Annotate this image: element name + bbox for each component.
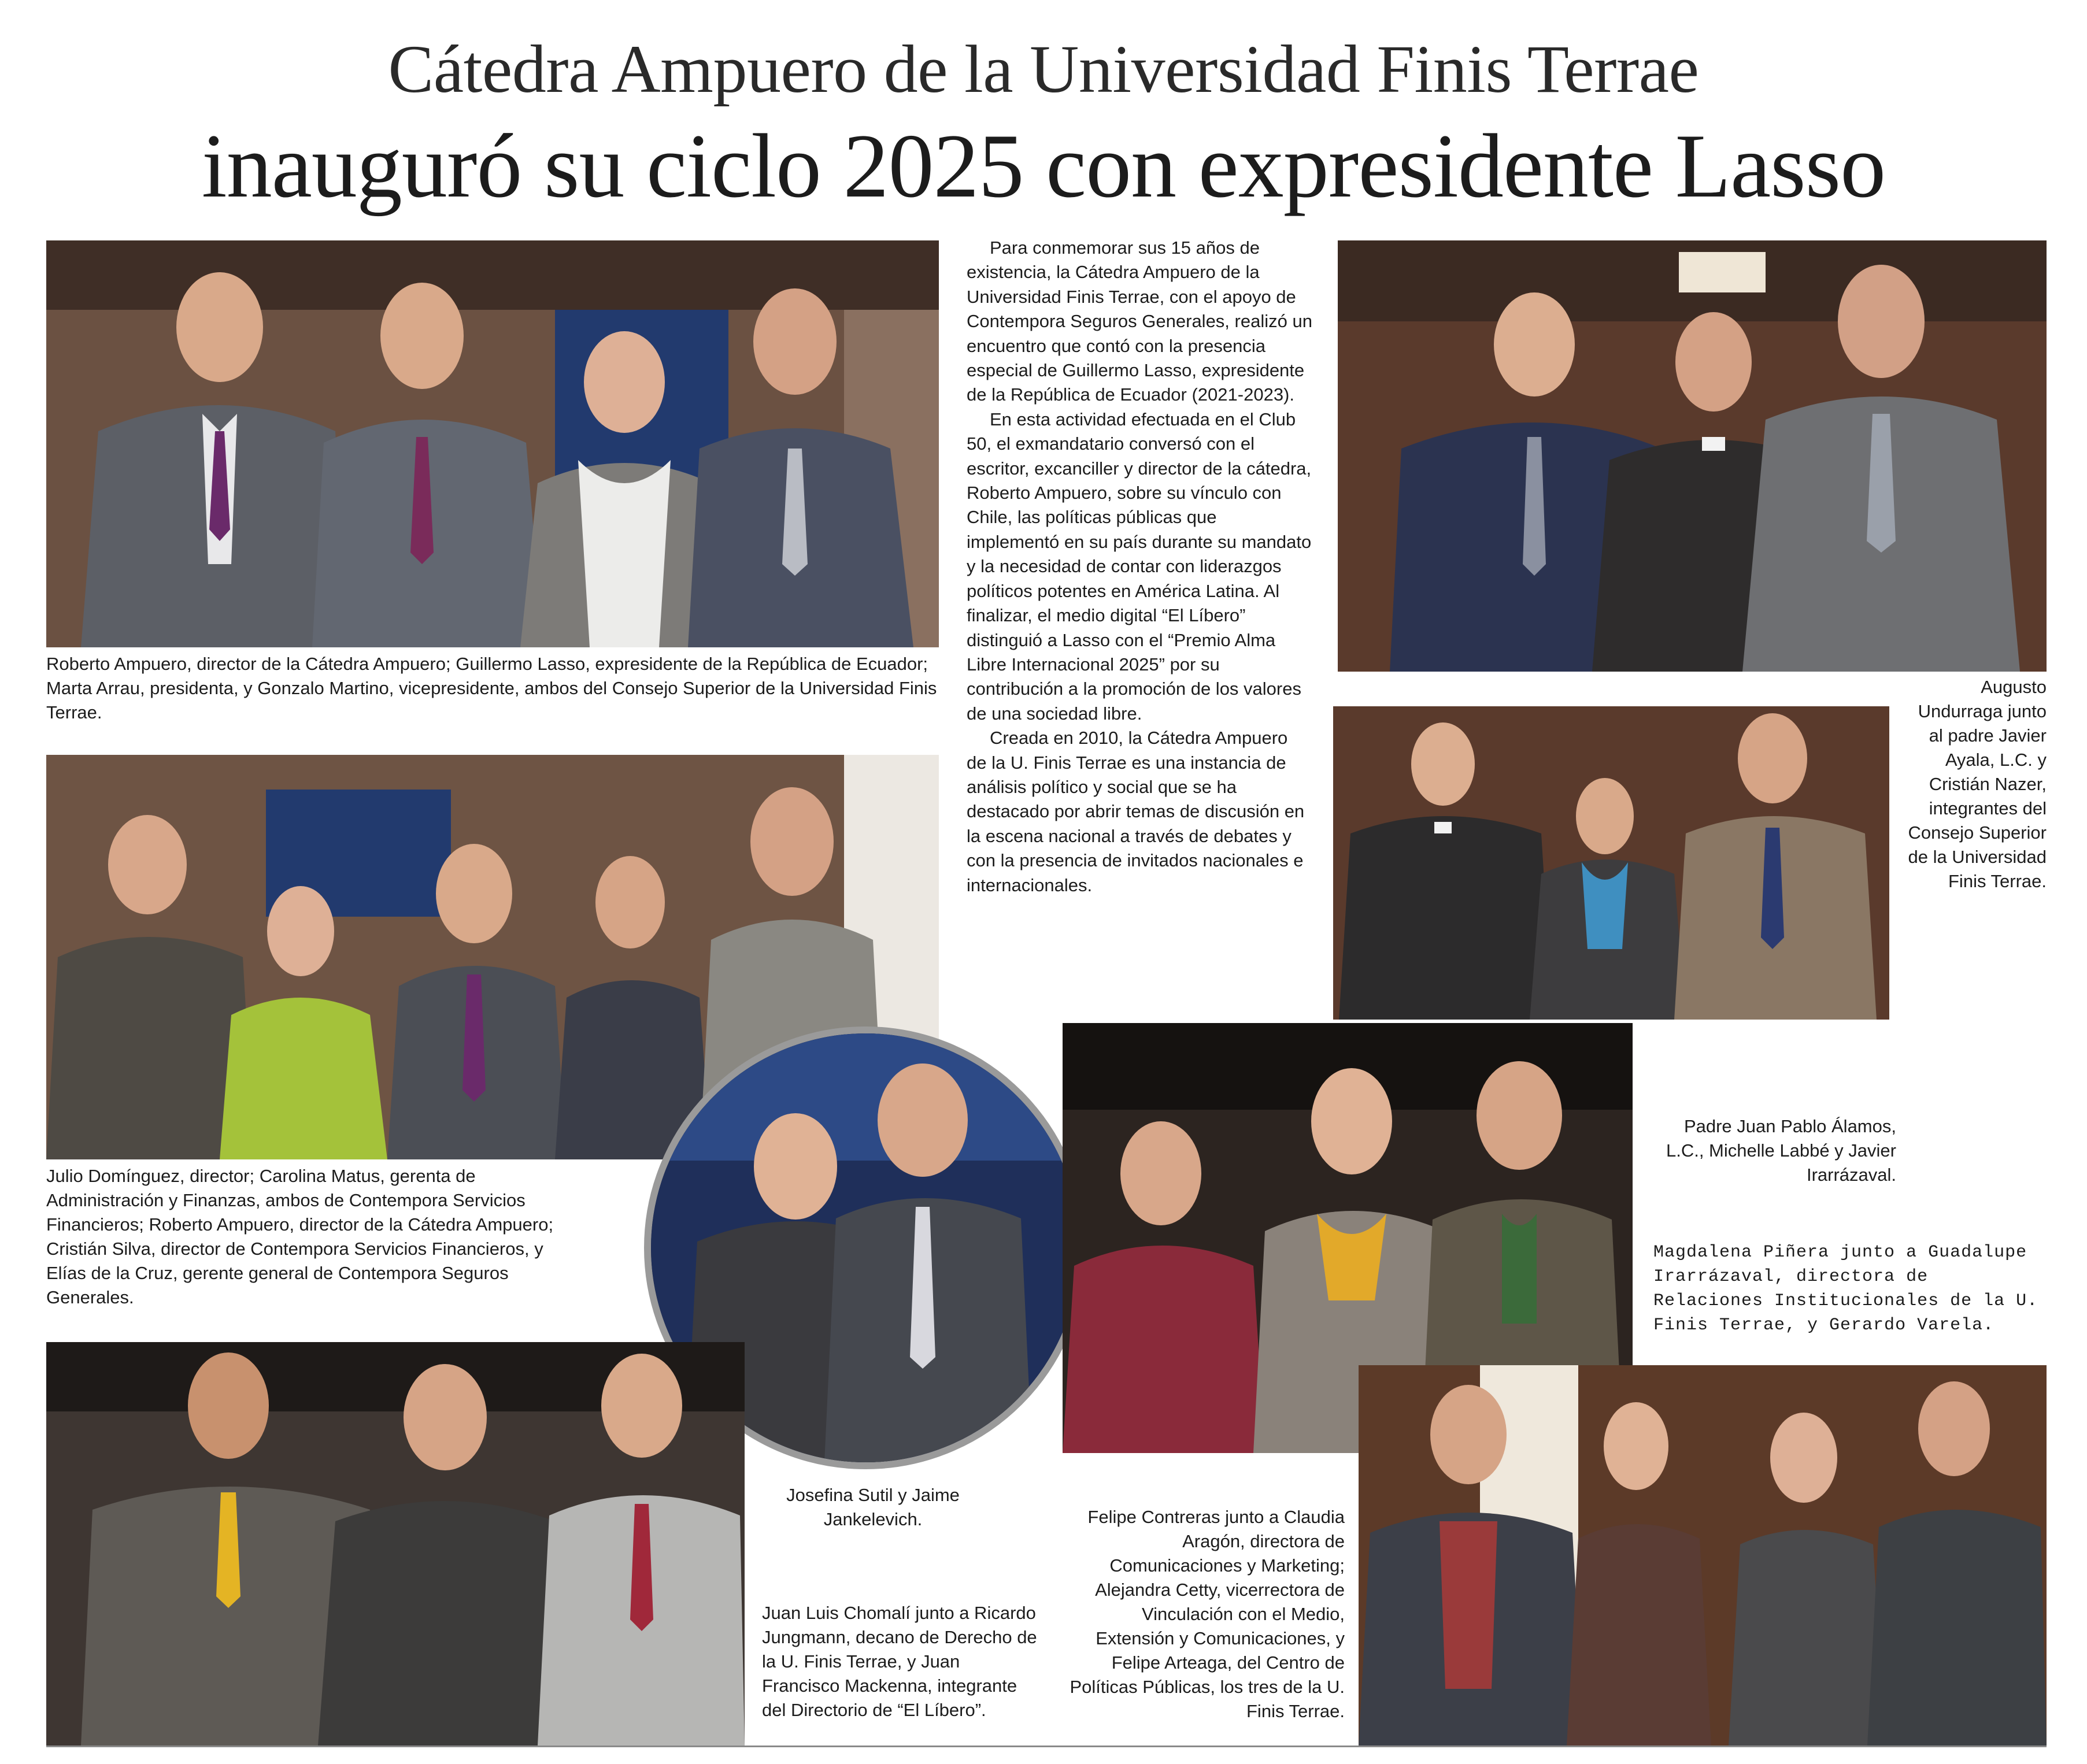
caption-photo-1: Roberto Ampuero, director de la Cátedra Ampuero; Guillermo Lasso, expresidente de la República de Ecuador; Marta Arrau, presidenta, y Gonzalo Martino, vicepresidente, ambos del Consejo Superior de la Universidad Finis Terrae. xyxy=(46,654,937,722)
photo-illustration xyxy=(1338,240,2047,672)
photo-contreras-aragon-cetty-arteaga xyxy=(1359,1365,2047,1746)
photo-illustration xyxy=(1359,1365,2047,1746)
photo-chomali-jungmann-mackenna xyxy=(46,1342,745,1746)
headline-line-2: inauguró su ciclo 2025 con expresidente Lasso xyxy=(201,116,1886,217)
photo-illustration xyxy=(46,1342,745,1746)
headline-line-1: Cátedra Ampuero de la Universidad Finis Terrae xyxy=(388,31,1699,107)
article-paragraph-2: En esta actividad efectuada en el Club 50, el exmandatario conversó con el escritor, excanciller y director de la cátedra, Roberto Ampuero, sobre su vínculo con Chile, las políticas públicas que implementó en su país durante su mandato y la necesidad de contar con liderazgos políticos potentes en América Latina. Al finalizar, el medio digital “El Líbero” distinguió a Lasso con el “Premio Alma Libre Internacional 2025” por su contribución a la promoción de los valores de una sociedad libre. xyxy=(967,409,1312,724)
caption-photo-3: Julio Domínguez, director; Carolina Matus, gerenta de Administración y Finanzas, ambos de Contempora Servicios Financieros; Roberto Ampuero, director de la Cátedra Ampuero; Cristián Silva, director de Contempora Servicios Financieros, y Elías de la Cruz, gerente general de Contempora Seguros Generales. xyxy=(46,1166,554,1307)
photo-illustration xyxy=(1333,706,1889,1020)
photo-ampuero-lasso-arrau-martino xyxy=(46,240,939,647)
photo-undurraga-ayala-nazer xyxy=(1338,240,2047,672)
photo-illustration xyxy=(46,240,939,647)
article-body xyxy=(967,236,1312,898)
photo-alamos-labbe-irarrazaval xyxy=(1333,706,1889,1020)
caption-photo-4: Padre Juan Pablo Álamos, L.C., Michelle Labbé y Javier Irarrázaval. xyxy=(1666,1116,1896,1185)
caption-photo-5: Magdalena Piñera junto a Guadalupe Irarrázaval, directora de Relaciones Institucionales de la U. Finis Terrae, y Gerardo Varela. xyxy=(1653,1243,2038,1335)
caption-photo-6: Juan Luis Chomalí junto a Ricardo Jungmann, decano de Derecho de la U. Finis Terrae, y Juan Francisco Mackenna, integrante del Directorio de “El Líbero”. xyxy=(762,1603,1037,1720)
caption-circle-photo: Josefina Sutil y Jaime Jankelevich. xyxy=(786,1485,960,1529)
bottom-divider xyxy=(46,1746,2047,1747)
caption-photo-2: Augusto Undurraga junto al padre Javier Ayala, L.C. y Cristián Nazer, integrantes del Consejo Superior de la Universidad Finis Terrae. xyxy=(1908,677,2047,891)
caption-photo-7: Felipe Contreras junto a Claudia Aragón, directora de Comunicaciones y Marketing; Alejandra Cetty, vicerrectora de Vinculación con el Medio, Extensión y Comunicaciones, y Felipe Arteaga, del Centro de Políticas Públicas, los tres de la U. Finis Terrae. xyxy=(1070,1507,1345,1721)
article-paragraph-1: Para conmemorar sus 15 años de existencia, la Cátedra Ampuero de la Universidad Finis Terrae, con el apoyo de Contempora Seguros Generales, realizó un encuentro que contó con la presencia especial de Guillermo Lasso, expresidente de la República de Ecuador (2021-2023). xyxy=(967,238,1312,405)
article-paragraph-3: Creada en 2010, la Cátedra Ampuero de la U. Finis Terrae es una instancia de análisis político y social que se ha destacado por abrir temas de discusión en la escena nacional a través de debates y con la presencia de invitados nacionales e internacionales. xyxy=(967,728,1305,895)
